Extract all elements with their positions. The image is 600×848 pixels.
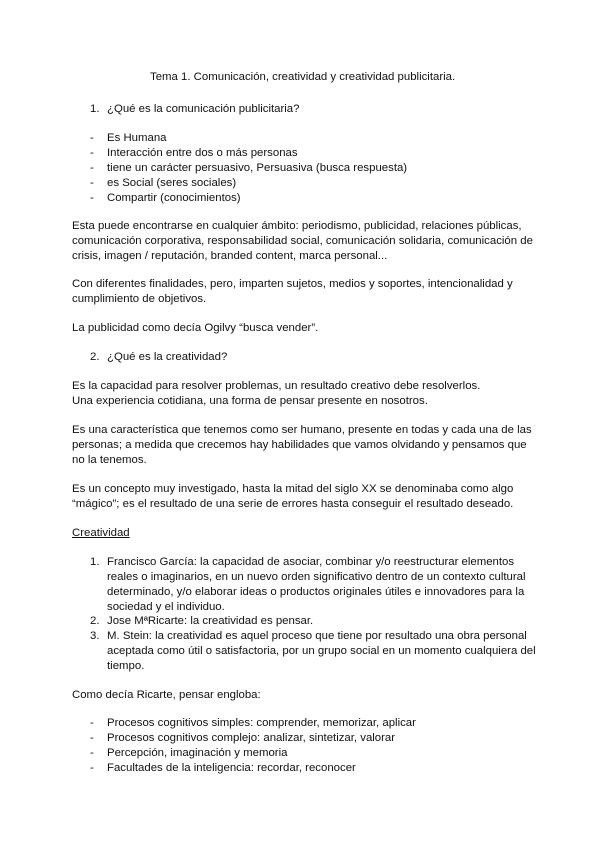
definition-line: tiempo. xyxy=(107,660,145,672)
section2-heading: ¿Qué es la creatividad? xyxy=(107,351,228,363)
section2-para1-line: Es la capacidad para resolver problemas, un resultado creativo debe resolverlos. xyxy=(72,380,481,392)
section2-number: 2. xyxy=(90,351,100,363)
definition-number: 1. xyxy=(90,556,100,568)
thinking-bullet: Procesos cognitivos simples: comprender, memorizar, aplicar xyxy=(107,717,416,729)
document-title: Tema 1. Comunicación, creatividad y creatividad publicitaria. xyxy=(150,71,456,83)
ricarte-intro: Como decía Ricarte, pensar engloba: xyxy=(72,689,261,701)
thinking-bullet: Facultades de la inteligencia: recordar, reconocer xyxy=(107,762,356,774)
section1-para3: La publicidad como decía Ogilvy “busca vender”. xyxy=(72,322,319,334)
section2-para2-line: personas; a medida que crecemos hay habilidades que vamos olvidando y pensamos que xyxy=(72,439,527,451)
section2-para2-line: no la tenemos. xyxy=(72,454,147,466)
bullet-marker: - xyxy=(90,717,94,729)
bullet-marker: - xyxy=(90,747,94,759)
bullet-marker: - xyxy=(90,762,94,774)
section1-para2-line: Con diferentes finalidades, pero, imparten sujetos, medios y soportes, intencionalidad y xyxy=(72,278,513,290)
section1-bullet: es Social (seres sociales) xyxy=(107,177,237,189)
bullet-marker: - xyxy=(90,732,94,744)
thinking-bullet: Percepción, imaginación y memoria xyxy=(107,747,288,759)
section1-heading: ¿Qué es la comunicación publicitaria? xyxy=(107,103,300,115)
definition-line: determinado, y/o elaborar ideas o productos originales útiles e innovadores para la xyxy=(107,586,525,598)
section1-para1-line: comunicación corporativa, responsabilidad social, comunicación solidaria, comunicación de xyxy=(72,235,533,247)
section2-para3-line: “mágico”; es el resultado de una serie de errores hasta conseguir el resultado deseado. xyxy=(72,498,514,510)
bullet-marker: - xyxy=(90,132,94,144)
section1-bullet: Interacción entre dos o más personas xyxy=(107,147,298,159)
definition-number: 2. xyxy=(90,615,100,627)
definition-line: Francisco García: la capacidad de asociar, combinar y/o reestructurar elementos xyxy=(107,556,515,568)
definition-line: M. Stein: la creatividad es aquel proceso que tiene por resultado una obra personal xyxy=(107,630,527,642)
definition-number: 3. xyxy=(90,630,100,642)
thinking-bullet: Procesos cognitivos complejo: analizar, sintetizar, valorar xyxy=(107,732,396,744)
bullet-marker: - xyxy=(90,177,94,189)
section1-bullet: Compartir (conocimientos) xyxy=(107,192,241,204)
section2-para2-line: Es una característica que tenemos como ser humano, presente en todas y cada una de las xyxy=(72,424,532,436)
bullet-marker: - xyxy=(90,162,94,174)
section1-para1-line: crisis, imagen / reputación, branded content, marca personal... xyxy=(72,250,388,262)
creatividad-heading: Creatividad xyxy=(72,527,130,539)
section1-number: 1. xyxy=(90,103,100,115)
section1-bullet: Es Humana xyxy=(107,132,167,144)
section2-para3-line: Es un concepto muy investigado, hasta la mitad del siglo XX se denominaba como algo xyxy=(72,483,514,495)
definition-line: reales o imaginarios, en un nuevo orden significativo dentro de un contexto cultural xyxy=(107,571,526,583)
definition-line: aceptada como útil o satisfactoria, por un grupo social en un momento cualquiera del xyxy=(107,645,536,657)
bullet-marker: - xyxy=(90,192,94,204)
section1-bullet: tiene un carácter persuasivo, Persuasiva (busca respuesta) xyxy=(107,162,408,174)
section2-para1-line: Una experiencia cotidiana, una forma de pensar presente en nosotros. xyxy=(72,395,428,407)
definition-line: sociedad y el individuo. xyxy=(107,601,225,613)
section1-para1-line: Esta puede encontrarse en cualquier ámbito: periodismo, publicidad, relaciones públicas, xyxy=(72,220,522,232)
bullet-marker: - xyxy=(90,147,94,159)
definition-line: Jose MªRicarte: la creatividad es pensar. xyxy=(107,615,314,627)
section1-para2-line: cumplimiento de objetivos. xyxy=(72,293,207,305)
